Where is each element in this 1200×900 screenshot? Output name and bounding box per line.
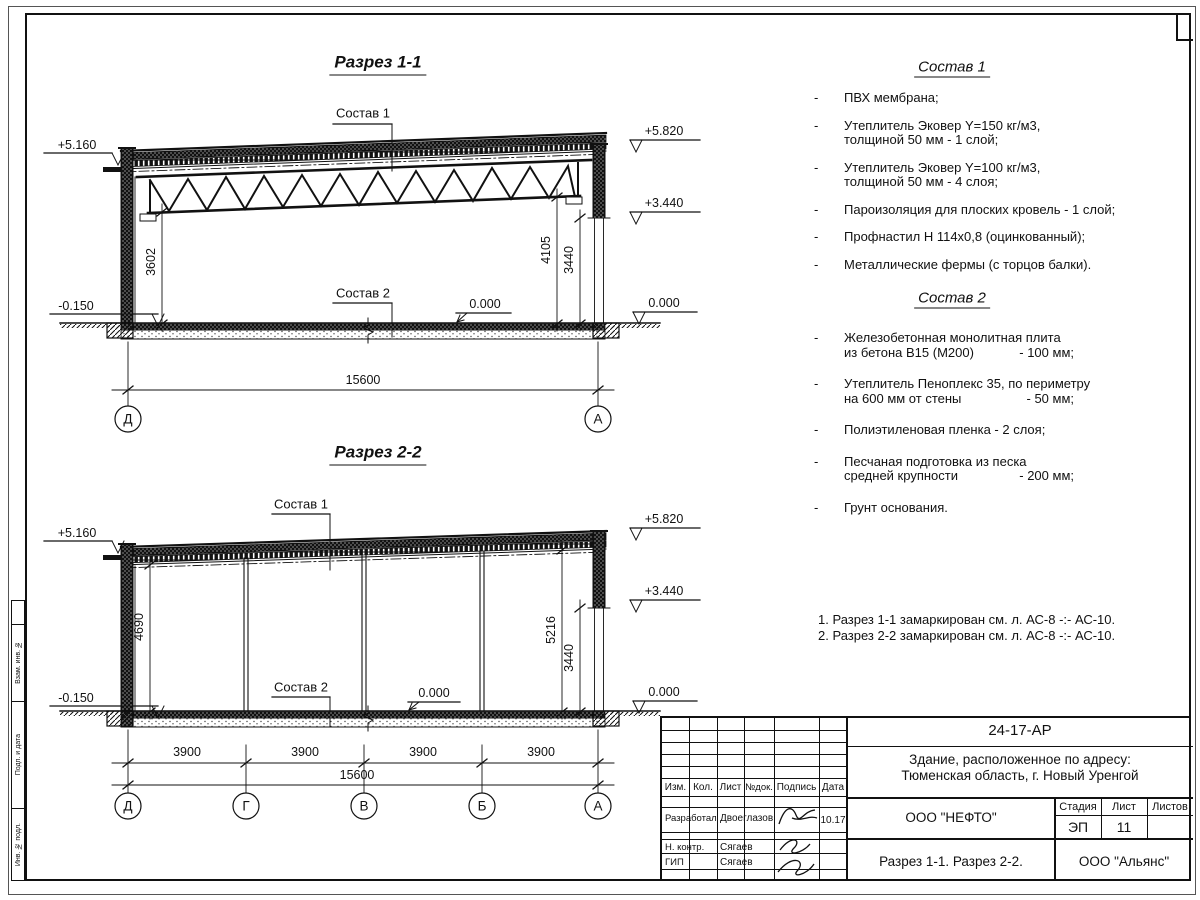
list-item: [812, 203, 1194, 218]
bullet: -: [814, 376, 819, 391]
item-text: Песчаная подготовка из песка: [844, 453, 1027, 469]
item-text: средней крупности: [844, 468, 958, 483]
axis-bubble-label: Г: [242, 798, 250, 814]
side-label: Взам. инв. №: [14, 641, 22, 684]
sheet-name: Разрез 1-1. Разрез 2-2.: [879, 854, 1023, 869]
tb-grid: [662, 730, 847, 731]
item-text: Профнастил Н 114х0,8 (оцинкованный);: [844, 229, 1086, 244]
tb-grid: [847, 746, 1193, 747]
dim-bay-label: 3900: [291, 745, 319, 759]
sheets-label: Листов: [1152, 801, 1188, 813]
stage-value: ЭП: [1067, 819, 1089, 835]
axis-bubble-label: А: [593, 411, 603, 427]
side-label: Инв. № подл.: [14, 823, 22, 867]
company-name: ООО "Альянс": [1078, 854, 1170, 869]
elevation-label: 0.000: [648, 296, 680, 310]
dim-total-label: 15600: [345, 373, 381, 387]
col-doc: №док.: [745, 782, 773, 793]
list-item: [812, 331, 1200, 360]
signature-2: [772, 834, 820, 878]
dim-bay-label: 3900: [173, 745, 201, 759]
row3-name: Сягаев: [720, 857, 753, 868]
elevation-label: +5.160: [57, 138, 97, 152]
item-text: ПВХ мембрана;: [844, 90, 939, 105]
title-block: [660, 716, 1191, 881]
elevation-label: +5.820: [644, 124, 684, 138]
bullet: -: [814, 422, 819, 437]
dim-label: 4690: [132, 613, 146, 641]
object-address-line1: Здание, расположенное по адресу:: [909, 752, 1131, 767]
dim-bay-label: 3900: [409, 745, 437, 759]
tb-grid: [662, 796, 847, 797]
row1-date: 10.17: [820, 815, 846, 826]
tb-grid: [662, 807, 847, 808]
note-line: 1. Разрез 1-1 замаркирован см. л. АС-8 -:- АС-10.: [818, 612, 1116, 627]
object-address-line2: Тюменская область, г. Новый Уренгой: [901, 768, 1139, 783]
list-item: [812, 230, 1194, 245]
sostav2-heading: Состав 2: [914, 290, 990, 309]
dim-label: 3602: [144, 248, 158, 276]
section2-title: Разрез 2-2: [329, 443, 426, 466]
item-text: толщиной 50 мм - 1 слой;: [844, 132, 999, 147]
tb-grid: [662, 778, 847, 779]
signature-1: [775, 802, 819, 831]
tb-grid: [662, 832, 847, 833]
notes: [818, 612, 1115, 643]
section2-sostav2-label: Состав 2: [274, 679, 328, 695]
axis-bubble-label: Д: [123, 411, 133, 427]
list-item: [812, 258, 1194, 273]
dim-total-label: 15600: [339, 768, 375, 782]
col-date: Дата: [821, 782, 845, 793]
dim-label: 3440: [562, 246, 576, 274]
tb-grid: [662, 754, 847, 755]
item-text: толщиной 50 мм - 4 слоя;: [844, 174, 999, 189]
sostav2-list: [812, 331, 1200, 532]
row3-role: ГИП: [665, 857, 684, 868]
col-izm: Изм.: [664, 782, 687, 793]
bullet: -: [814, 499, 819, 515]
bullet: -: [814, 330, 819, 345]
section1-sostav1-label: Состав 1: [336, 105, 390, 121]
dim-label: 4105: [539, 236, 553, 264]
elevation-label: +3.440: [644, 196, 684, 210]
tb-grid: [662, 742, 847, 743]
item-value: - 100 мм;: [1019, 344, 1074, 360]
item-text: Пароизоляция для плоских кровель - 1 слой;: [844, 201, 1116, 217]
bullet: -: [814, 201, 819, 217]
row2-name: Сягаев: [720, 842, 753, 853]
bullet: -: [814, 453, 819, 469]
item-text: Грунт основания.: [844, 499, 948, 515]
list-item: [812, 455, 1200, 484]
item-text: на 600 мм от стены: [844, 390, 962, 406]
stage-label: Стадия: [1059, 801, 1097, 813]
bullet: -: [814, 256, 819, 272]
row1-role: Разработал: [665, 813, 717, 824]
sheet-value: 11: [1116, 819, 1132, 835]
bullet: -: [814, 117, 819, 133]
item-text: Утеплитель Пеноплекс 35, по периметру: [844, 376, 1091, 391]
item-text: Металлические фермы (с торцов балки).: [844, 256, 1092, 272]
sostav1-heading: Состав 1: [914, 59, 990, 78]
list-item: [812, 91, 1194, 106]
list-item: [812, 377, 1200, 406]
list-item: [812, 161, 1194, 190]
doc-number: 24-17-АР: [988, 722, 1052, 739]
note-line: 2. Разрез 2-2 замаркирован см. л. АС-8 -:- АС-10.: [818, 627, 1116, 643]
item-text: Утеплитель Эковер Y=100 кг/м3,: [844, 159, 1041, 175]
floor-zero-label: 0.000: [418, 686, 450, 700]
col-kol: Кол.: [693, 782, 713, 793]
org-name: ООО "НЕФТО": [905, 810, 997, 825]
list-item: [812, 423, 1200, 438]
sostav1-list: [812, 91, 1194, 285]
row2-role: Н. контр.: [665, 842, 705, 853]
col-sign: Подпись: [776, 782, 817, 793]
floor-zero-label: 0.000: [469, 297, 501, 311]
axis-bubble-label: А: [593, 798, 603, 814]
bullet: -: [814, 229, 819, 244]
bullet: -: [814, 90, 819, 105]
elevation-label: +5.160: [57, 526, 97, 540]
dim-label: 3440: [562, 644, 576, 672]
item-text: Утеплитель Эковер Y=150 кг/м3,: [844, 117, 1041, 133]
axis-bubble-label: Д: [123, 798, 133, 814]
elevation-label: +3.440: [644, 584, 684, 598]
tb-grid: [1055, 815, 1193, 816]
tb-grid: [847, 838, 1193, 840]
item-value: - 50 мм;: [1026, 390, 1074, 406]
col-list: Лист: [719, 782, 742, 793]
tb-grid: [847, 797, 1193, 799]
item-text: из бетона В15 (М200): [844, 344, 974, 360]
section1-sostav2-label: Состав 2: [336, 285, 390, 301]
item-value: - 200 мм;: [1019, 468, 1074, 483]
bullet: -: [814, 159, 819, 175]
axis-bubble-label: Б: [477, 798, 487, 814]
list-item: [812, 119, 1194, 148]
tb-grid: [662, 766, 847, 767]
item-text: Железобетонная монолитная плита: [844, 330, 1061, 345]
item-text: Полиэтиленовая пленка - 2 слоя;: [844, 422, 1046, 437]
section1-title: Разрез 1-1: [329, 53, 426, 76]
elevation-label: -0.150: [58, 299, 94, 313]
side-label: Подп. и дата: [14, 733, 22, 776]
list-item: [812, 501, 1200, 516]
axis-bubble-label: В: [359, 798, 369, 814]
row1-name: Двоеглазов: [720, 813, 774, 824]
elevation-label: +5.820: [644, 512, 684, 526]
sheet-label: Лист: [1112, 801, 1136, 813]
dim-label: 5216: [544, 616, 558, 644]
dim-bay-label: 3900: [527, 745, 555, 759]
section2-sostav1-label: Состав 1: [274, 496, 328, 512]
elevation-label: 0.000: [648, 685, 680, 699]
elevation-label: -0.150: [58, 691, 94, 705]
